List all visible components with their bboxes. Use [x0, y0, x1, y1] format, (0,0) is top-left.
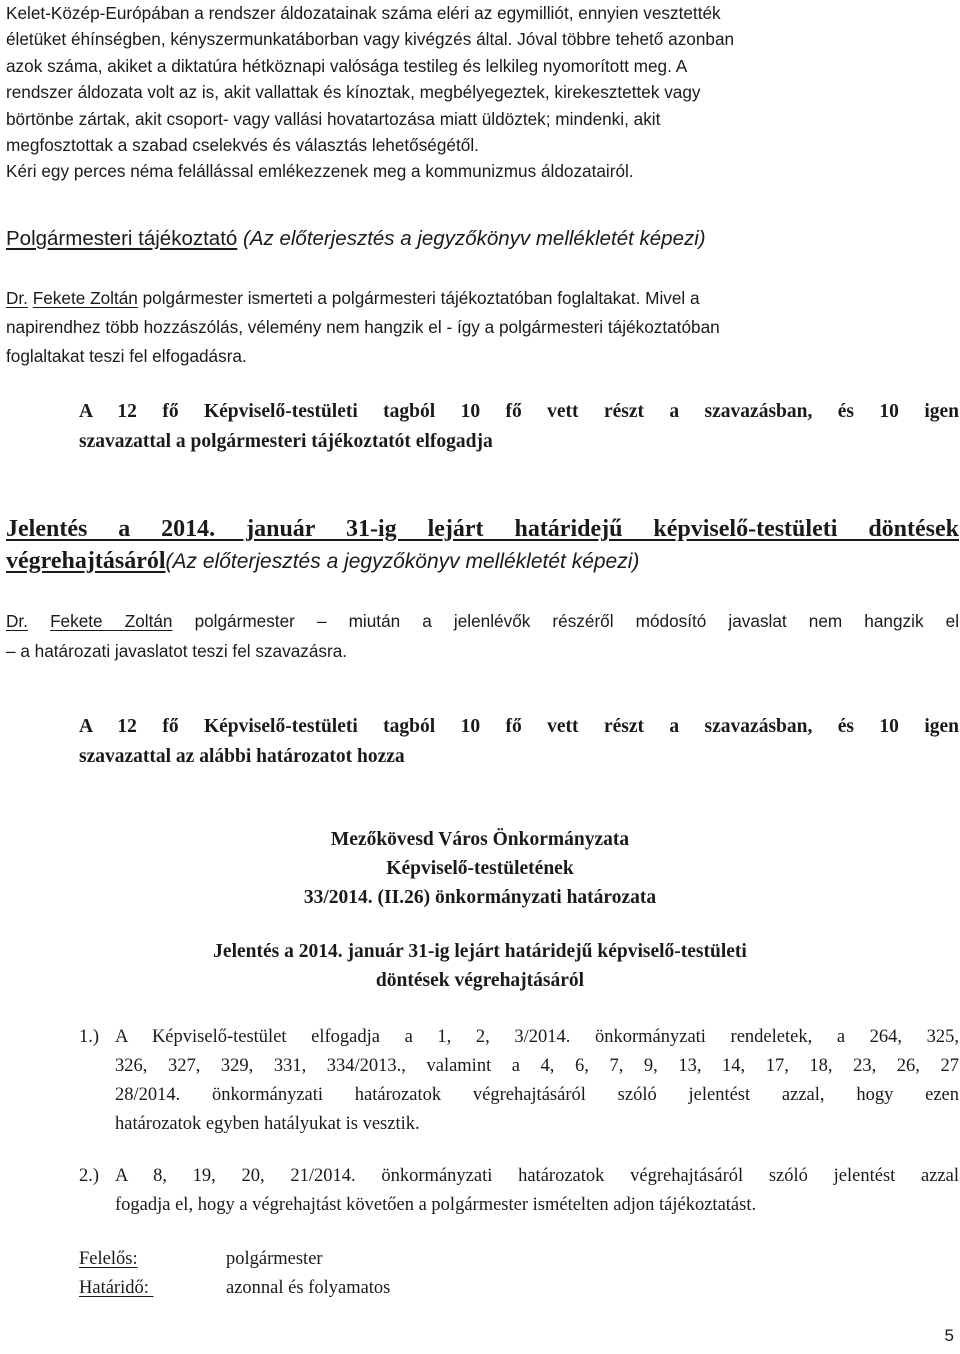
- section1-vote: [79, 397, 959, 457]
- deadline-row: [79, 1274, 959, 1303]
- section2-vote: [79, 712, 959, 772]
- resolution-item-1: [79, 1023, 959, 1139]
- item-number: 2.): [79, 1166, 100, 1186]
- section2-body-line: [6, 606, 959, 636]
- item-text: A 8, 19, 20, 21/2014. önkormányzati határozatok végrehajtásáról szóló jelentést azzal: [115, 1166, 959, 1186]
- vote-line: szavazattal a polgármesteri tájékoztatót elfogadja: [79, 431, 493, 452]
- section2-body-text: polgármester – miután a jelenlévők részéről módosító javaslat nem hangzik el: [194, 611, 960, 631]
- intro-line: Kéri egy perces néma felállással emlékezzenek meg a kommunizmus áldozatairól.: [6, 161, 634, 182]
- speaker-name: Fekete Zoltán: [32, 288, 138, 308]
- page-number: 5: [944, 1326, 954, 1345]
- section2-heading-line2: [6, 545, 959, 578]
- section2-heading-line: Jelentés a 2014. január 31-ig lejárt határidejű képviselő-testületi döntések: [6, 516, 959, 542]
- resolution-item-2: [79, 1162, 959, 1220]
- resolution-title-line: Képviselő-testületének: [386, 858, 574, 879]
- section1-body-line: napirendhez több hozzászólás, vélemény nem hangzik el - így a polgármesteri tájékoztatóban: [6, 317, 720, 337]
- intro-line: Kelet-Közép-Európában a rendszer áldozatainak száma eléri az egymilliót, ennyien vesztették: [6, 3, 721, 23]
- responsibility-block: [79, 1245, 959, 1303]
- speaker-prefix: Dr.: [6, 288, 28, 308]
- section1-heading-note: (Az előterjesztés a jegyzőkönyv mellékletét képezi): [243, 227, 706, 250]
- intro-line: rendszer áldozata volt az is, akit vallattak és kínoztak, megbélyegeztek, kirekesztettek vagy: [6, 82, 701, 103]
- intro-line: azok száma, akiket a diktatúra hétköznapi valósága testileg és lelkileg nyomorított meg. A: [6, 55, 688, 76]
- section1-body: [6, 284, 959, 371]
- intro-line: életüket éhínségben, kényszermunkatáborban vagy kivégzés által. Jóval többre tehető azonban: [6, 29, 735, 50]
- section2-heading: [6, 513, 959, 578]
- intro-paragraph: [6, 0, 959, 185]
- deadline-value: azonnal és folyamatos: [226, 1278, 391, 1298]
- section1-body-line: foglaltakat teszi fel elfogadásra.: [6, 346, 247, 366]
- vote-line: A 12 fő Képviselő-testületi tagból 10 fő vett részt a szavazásban, és 10 igen: [79, 716, 959, 737]
- item-line: [79, 1162, 959, 1191]
- resolution-subject: [0, 937, 960, 995]
- item-text: A Képviselő-testület elfogadja a 1, 2, 3/2014. önkormányzati rendeletek, a 264, 325,: [115, 1027, 959, 1047]
- resolution-title-line: 33/2014. (II.26) önkormányzati határozata: [303, 887, 657, 908]
- section2-heading-note: (Az előterjesztés a jegyzőkönyv mellékletét képezi): [165, 550, 640, 573]
- section1-heading-title: Polgármesteri tájékoztató: [6, 227, 238, 250]
- section2-body: [6, 606, 959, 666]
- speaker-name: Fekete Zoltán: [50, 611, 173, 631]
- section1-heading: [6, 224, 959, 254]
- item-line: határozatok egyben hatályukat is vesztik.: [115, 1114, 420, 1134]
- resolution-subject-line: Jelentés a 2014. január 31-ig lejárt határidejű képviselő-testületi: [213, 941, 747, 962]
- speaker-prefix: Dr.: [6, 611, 28, 631]
- section2-body-line: – a határozati javaslatot teszi fel szavazásra.: [6, 641, 348, 661]
- intro-line: börtönbe zártak, akit csoport- vagy vallási hovatartozása miatt üldöztek; mindenki, akit: [6, 108, 661, 129]
- section1-body-text: polgármester ismerteti a polgármesteri tájékoztatóban foglaltakat. Mivel a: [142, 288, 700, 308]
- deadline-label: Határidő:: [79, 1278, 154, 1298]
- responsible-label: Felelős:: [79, 1249, 138, 1269]
- resolution-subject-line: döntések végrehajtásáról: [375, 970, 585, 991]
- item-line: 326, 327, 329, 331, 334/2013., valamint a 4, 6, 7, 9, 13, 14, 17, 18, 23, 26, 27: [115, 1056, 959, 1076]
- item-number: 1.): [79, 1027, 100, 1047]
- resolution-title-line: Mezőkövesd Város Önkormányzata: [330, 829, 630, 850]
- item-line: 28/2014. önkormányzati határozatok végrehajtásáról szóló jelentést azzal, hogy ezen: [115, 1085, 959, 1105]
- item-line: fogadja el, hogy a végrehajtást követően a polgármester ismételten adjon tájékoztatást.: [115, 1195, 757, 1215]
- item-line: [79, 1023, 959, 1052]
- responsible-value: polgármester: [226, 1249, 323, 1269]
- intro-line: megfosztottak a szabad cselekvés és választás lehetőségétől.: [6, 135, 479, 156]
- responsible-row: [79, 1245, 959, 1274]
- section1-body-line: [6, 284, 959, 313]
- resolution-title: [0, 825, 960, 912]
- vote-line: A 12 fő Képviselő-testületi tagból 10 fő vett részt a szavazásban, és 10 igen: [79, 401, 959, 422]
- vote-line: szavazattal az alábbi határozatot hozza: [79, 746, 405, 767]
- section2-heading-title: végrehajtásáról: [6, 548, 166, 574]
